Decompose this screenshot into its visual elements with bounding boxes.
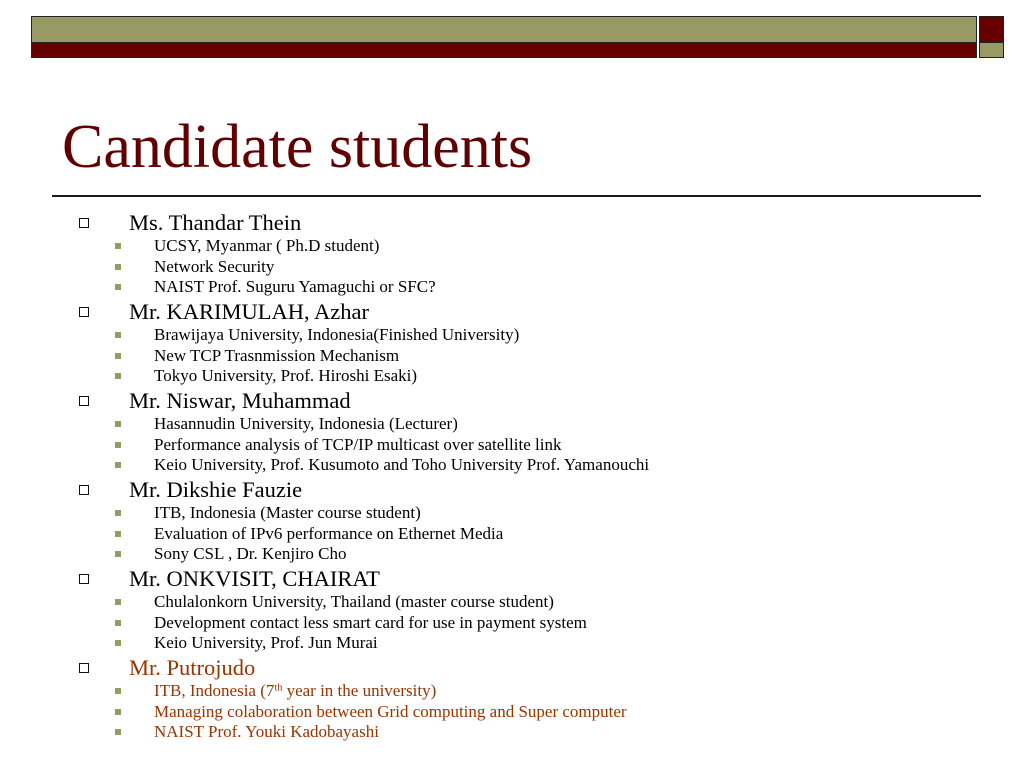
filled-square-bullet-icon	[115, 709, 121, 715]
hollow-square-bullet-icon	[79, 396, 89, 406]
candidate-detail-row	[0, 366, 1024, 387]
hollow-square-bullet-icon	[79, 574, 89, 584]
detail-text-rest: year in the university)	[282, 681, 437, 700]
candidate-name: Mr. KARIMULAH, Azhar	[129, 299, 369, 324]
header-corner-block	[979, 16, 1004, 58]
candidate-detail-row	[0, 613, 1024, 634]
candidate-detail-text: Keio University, Prof. Kusumoto and Toho University Prof. Yamanouchi	[154, 455, 650, 474]
filled-square-bullet-icon	[115, 620, 121, 626]
filled-square-bullet-icon	[115, 332, 121, 338]
candidate-detail-row	[0, 633, 1024, 654]
candidate-group	[0, 477, 1024, 565]
candidate-detail-text: Sony CSL , Dr. Kenjiro Cho	[154, 544, 347, 563]
candidate-detail-text: Tokyo University, Prof. Hiroshi Esaki)	[154, 366, 418, 385]
filled-square-bullet-icon	[115, 729, 121, 735]
candidate-name: Ms. Thandar Thein	[129, 210, 302, 235]
candidate-detail-text: New TCP Trasnmission Mechanism	[154, 345, 400, 365]
filled-square-bullet-icon	[115, 353, 121, 359]
candidate-name: Mr. Dikshie Fauzie	[129, 477, 303, 502]
filled-square-bullet-icon	[115, 421, 121, 427]
filled-square-bullet-icon	[115, 462, 121, 468]
filled-square-bullet-icon	[115, 551, 121, 557]
hollow-square-bullet-icon	[79, 663, 89, 673]
candidate-detail-text: ITB, Indonesia (Master course student)	[154, 503, 421, 522]
candidate-name-row	[0, 210, 1024, 236]
filled-square-bullet-icon	[115, 599, 121, 605]
candidate-name-row	[0, 388, 1024, 414]
filled-square-bullet-icon	[115, 510, 121, 516]
candidate-name-row	[0, 299, 1024, 325]
candidate-detail-text: UCSY, Myanmar ( Ph.D student)	[154, 236, 380, 255]
candidate-name-row	[0, 655, 1024, 681]
candidate-detail-row	[0, 277, 1024, 298]
candidate-detail-row	[0, 592, 1024, 613]
candidate-detail-text: Chulalonkorn University, Thailand (master course student)	[154, 592, 554, 611]
candidate-group	[0, 299, 1024, 387]
candidate-detail-row	[0, 346, 1024, 367]
filled-square-bullet-icon	[115, 284, 121, 290]
candidate-detail-row	[0, 681, 1024, 702]
candidate-group	[0, 388, 1024, 476]
hollow-square-bullet-icon	[79, 218, 89, 228]
candidate-name: Mr. Niswar, Muhammad	[129, 388, 351, 413]
filled-square-bullet-icon	[115, 442, 121, 448]
candidate-detail-row	[0, 236, 1024, 257]
candidate-detail-row	[0, 414, 1024, 435]
candidate-detail-text: Development contact less smart card for use in payment system	[154, 612, 587, 632]
candidate-name-row	[0, 566, 1024, 592]
candidate-detail-row	[0, 325, 1024, 346]
header-band	[31, 16, 977, 58]
candidate-detail-text: Keio University, Prof. Jun Murai	[154, 633, 378, 652]
candidate-detail-text: Network Security	[154, 256, 275, 276]
candidate-name: Mr. ONKVISIT, CHAIRAT	[129, 566, 380, 591]
candidate-detail-text: Evaluation of IPv6 performance on Ethernet Media	[154, 523, 504, 543]
candidate-list	[0, 210, 1024, 744]
header-band-olive-stripe	[32, 17, 976, 43]
candidate-detail-row	[0, 455, 1024, 476]
candidate-detail-row	[0, 722, 1024, 743]
candidate-detail-row	[0, 524, 1024, 545]
candidate-detail-text: Hasannudin University, Indonesia (Lecturer)	[154, 414, 458, 433]
candidate-detail-row	[0, 257, 1024, 278]
candidate-detail-text: NAIST Prof. Suguru Yamaguchi or SFC?	[154, 277, 436, 296]
candidate-group	[0, 566, 1024, 654]
hollow-square-bullet-icon	[79, 307, 89, 317]
filled-square-bullet-icon	[115, 688, 121, 694]
hollow-square-bullet-icon	[79, 485, 89, 495]
candidate-detail-text: Managing colaboration between Grid computing and Super computer	[154, 701, 627, 721]
filled-square-bullet-icon	[115, 264, 121, 270]
candidate-detail-row	[0, 503, 1024, 524]
filled-square-bullet-icon	[115, 243, 121, 249]
title-divider	[52, 195, 981, 197]
candidate-name-row	[0, 477, 1024, 503]
filled-square-bullet-icon	[115, 640, 121, 646]
candidate-detail-row	[0, 544, 1024, 565]
candidate-detail-text	[154, 681, 436, 702]
candidate-detail-row	[0, 702, 1024, 723]
corner-block-maroon-part	[980, 17, 1003, 43]
candidate-detail-text: Brawijaya University, Indonesia(Finished University)	[154, 325, 520, 344]
filled-square-bullet-icon	[115, 531, 121, 537]
candidate-detail-text: NAIST Prof. Youki Kadobayashi	[154, 722, 379, 741]
candidate-detail-row	[0, 435, 1024, 456]
detail-text-main: ITB, Indonesia (7	[154, 681, 275, 700]
candidate-detail-text: Performance analysis of TCP/IP multicast over satellite link	[154, 434, 562, 454]
ordinal-suffix: th	[274, 682, 283, 694]
filled-square-bullet-icon	[115, 373, 121, 379]
candidate-group-highlighted	[0, 655, 1024, 743]
candidate-group	[0, 210, 1024, 298]
slide-title: Candidate students	[62, 113, 533, 181]
candidate-name: Mr. Putrojudo	[129, 655, 256, 680]
